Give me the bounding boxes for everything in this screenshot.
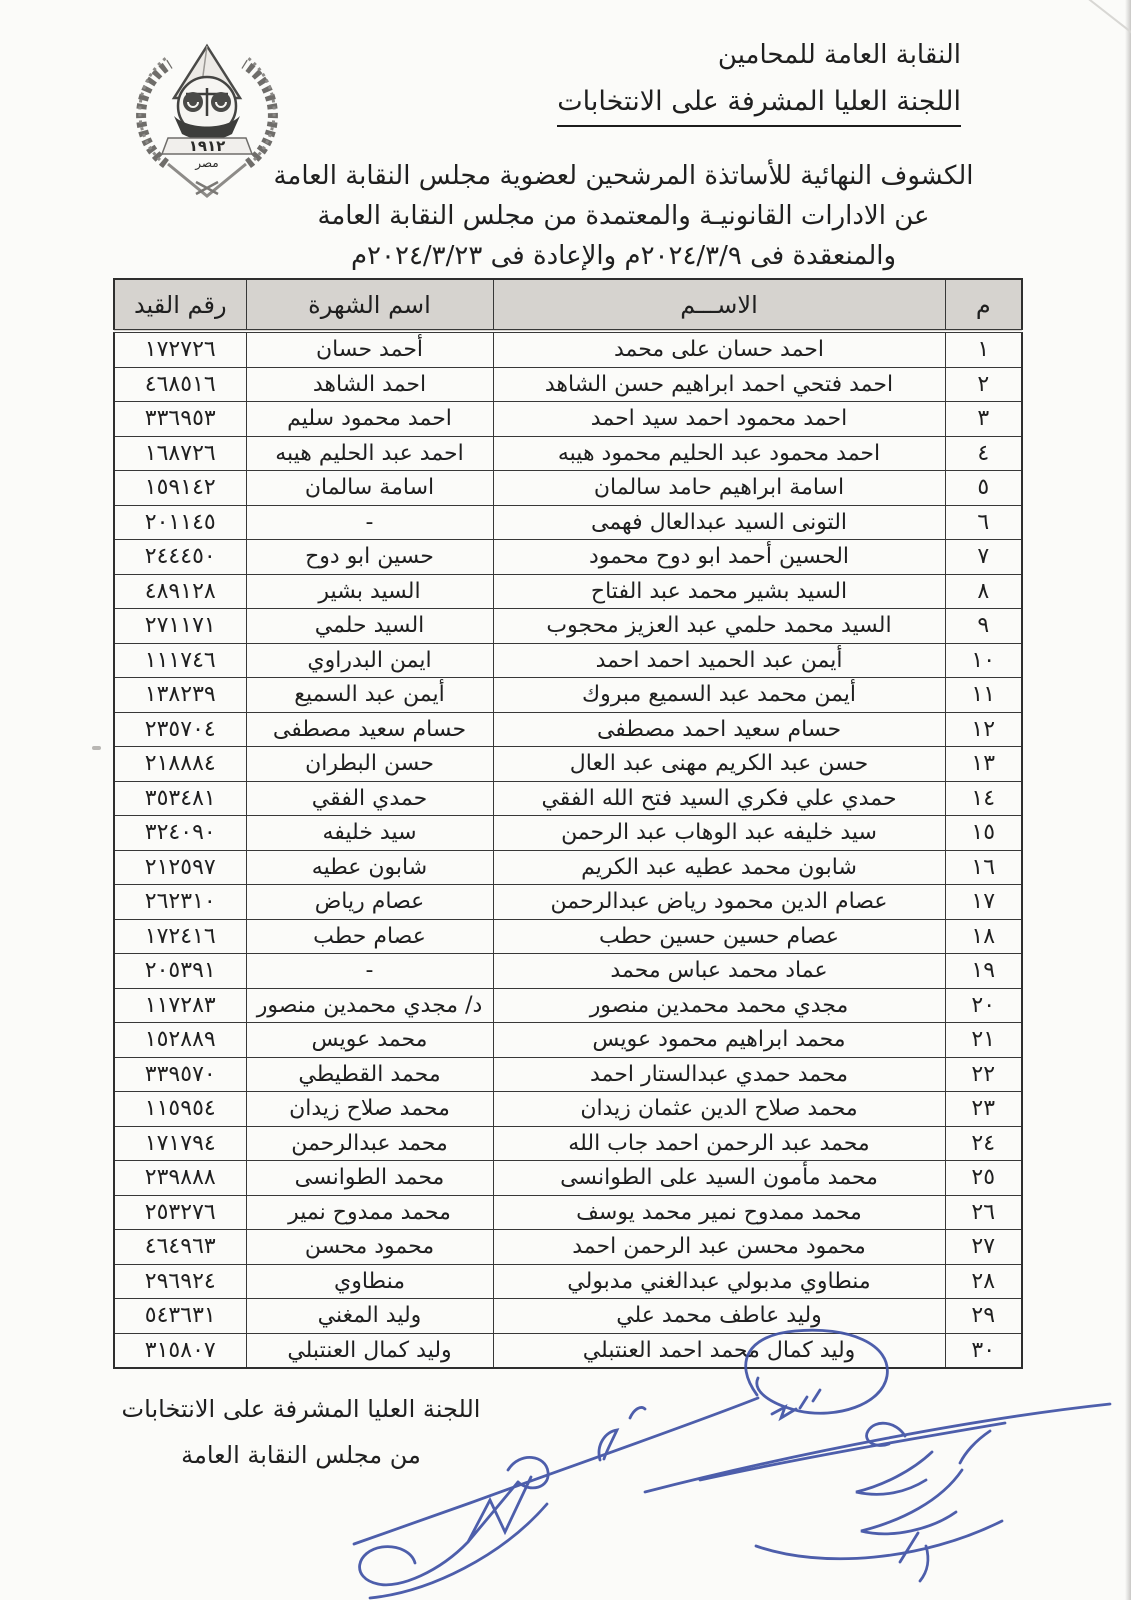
table-row xyxy=(114,1264,1022,1299)
row-name: عماد محمد عباس محمد xyxy=(493,954,945,989)
table-row xyxy=(114,1230,1022,1265)
row-name: وليد عاطف محمد علي xyxy=(493,1299,945,1334)
row-name: شابون محمد عطيه عبد الكريم xyxy=(493,850,945,885)
row-reg-no: ٢٧١١٧١ xyxy=(114,609,246,644)
row-reg-no: ٣٣٦٩٥٣ xyxy=(114,402,246,437)
row-name: احمد محمود احمد سيد احمد xyxy=(493,402,945,437)
row-reg-no: ٢٠٥٣٩١ xyxy=(114,954,246,989)
row-name: احمد حسان على محمد xyxy=(493,331,945,367)
row-known-as: وليد كمال العنتبلي xyxy=(246,1333,493,1368)
table-row xyxy=(114,747,1022,782)
row-name: محمد عبد الرحمن احمد جاب الله xyxy=(493,1126,945,1161)
scan-speck xyxy=(92,746,101,750)
row-reg-no: ٢٣٥٧٠٤ xyxy=(114,712,246,747)
row-name: حسام سعيد احمد مصطفى xyxy=(493,712,945,747)
row-serial: ٢٤ xyxy=(945,1126,1022,1161)
row-known-as: - xyxy=(246,505,493,540)
header-known-as: اسم الشهرة xyxy=(246,279,493,331)
table-row xyxy=(114,1023,1022,1058)
table-row xyxy=(114,1299,1022,1334)
row-name: حسن عبد الكريم مهنى عبد العال xyxy=(493,747,945,782)
row-known-as: احمد عبد الحليم هيبه xyxy=(246,436,493,471)
row-reg-no: ١٧٢٧٢٦ xyxy=(114,331,246,367)
committee-name: اللجنة العليا المشرفة على الانتخابات xyxy=(557,86,961,127)
row-known-as: عصام حطب xyxy=(246,919,493,954)
org-name: النقابة العامة للمحامين xyxy=(717,40,961,70)
row-known-as: - xyxy=(246,954,493,989)
row-reg-no: ١١٥٩٥٤ xyxy=(114,1092,246,1127)
row-known-as: محمد ممدوح نمير xyxy=(246,1195,493,1230)
row-reg-no: ٢٠١١٤٥ xyxy=(114,505,246,540)
row-known-as: وليد المغني xyxy=(246,1299,493,1334)
row-known-as: السيد حلمي xyxy=(246,609,493,644)
row-serial: ٦ xyxy=(945,505,1022,540)
row-name: محمد ممدوح نمير محمد يوسف xyxy=(493,1195,945,1230)
row-serial: ١١ xyxy=(945,678,1022,713)
row-name: محمد صلاح الدين عثمان زيدان xyxy=(493,1092,945,1127)
row-known-as: منطاوي xyxy=(246,1264,493,1299)
row-serial: ١٧ xyxy=(945,885,1022,920)
row-known-as: اسامة سالمان xyxy=(246,471,493,506)
row-serial: ١٠ xyxy=(945,643,1022,678)
header-reg-no: رقم القيد xyxy=(114,279,246,331)
row-serial: ١٨ xyxy=(945,919,1022,954)
row-serial: ٣٠ xyxy=(945,1333,1022,1368)
row-name: مجدي محمد محمدين منصور xyxy=(493,988,945,1023)
row-serial: ١٦ xyxy=(945,850,1022,885)
row-known-as: د/ مجدي محمدين منصور xyxy=(246,988,493,1023)
row-name: محمد حمدي عبدالستار احمد xyxy=(493,1057,945,1092)
row-reg-no: ١٥٢٨٨٩ xyxy=(114,1023,246,1058)
table-row xyxy=(114,850,1022,885)
row-name: السيد محمد حلمي عبد العزيز محجوب xyxy=(493,609,945,644)
row-serial: ١٤ xyxy=(945,781,1022,816)
table-row xyxy=(114,643,1022,678)
row-name: سيد خليفه عبد الوهاب عبد الرحمن xyxy=(493,816,945,851)
row-reg-no: ١١٧٢٨٣ xyxy=(114,988,246,1023)
candidates-tbody xyxy=(114,331,1022,1368)
row-reg-no: ١١١٧٤٦ xyxy=(114,643,246,678)
table-row xyxy=(114,1195,1022,1230)
document-title xyxy=(228,156,1019,276)
row-known-as: محمود محسن xyxy=(246,1230,493,1265)
row-name: احمد فتحي احمد ابراهيم حسن الشاهد xyxy=(493,367,945,402)
row-reg-no: ١٧٢٤١٦ xyxy=(114,919,246,954)
row-known-as: شابون عطيه xyxy=(246,850,493,885)
row-serial: ٨ xyxy=(945,574,1022,609)
table-row xyxy=(114,436,1022,471)
table-row xyxy=(114,609,1022,644)
row-name: عصام حسين حسين حطب xyxy=(493,919,945,954)
row-serial: ٤ xyxy=(945,436,1022,471)
table-row xyxy=(114,1092,1022,1127)
row-reg-no: ٢٤٤٤٥٠ xyxy=(114,540,246,575)
row-name: وليد كمال محمد احمد العنتبلي xyxy=(493,1333,945,1368)
row-known-as: محمد صلاح زيدان xyxy=(246,1092,493,1127)
row-serial: ٢٧ xyxy=(945,1230,1022,1265)
row-reg-no: ١٥٩١٤٢ xyxy=(114,471,246,506)
svg-text:١٩١٢: ١٩١٢ xyxy=(188,137,226,155)
row-reg-no: ٢٩٦٩٢٤ xyxy=(114,1264,246,1299)
row-serial: ٣ xyxy=(945,402,1022,437)
row-serial: ١٥ xyxy=(945,816,1022,851)
row-serial: ١٢ xyxy=(945,712,1022,747)
row-name: اسامة ابراهيم حامد سالمان xyxy=(493,471,945,506)
row-reg-no: ٢١٨٨٨٤ xyxy=(114,747,246,782)
table-row xyxy=(114,331,1022,367)
table-row xyxy=(114,781,1022,816)
row-serial: ٢٢ xyxy=(945,1057,1022,1092)
title-line-3: والمنعقدة فى ٢٠٢٤/٣/٩م والإعادة فى ٢٠٢٤/٣/٢٣م xyxy=(350,241,897,271)
row-name: أيمن محمد عبد السميع مبروك xyxy=(493,678,945,713)
row-reg-no: ٤٦٨٥١٦ xyxy=(114,367,246,402)
row-name: حمدي علي فكري السيد فتح الله الفقي xyxy=(493,781,945,816)
row-serial: ٢٩ xyxy=(945,1299,1022,1334)
footer-line-1: اللجنة العليا المشرفة على الانتخابات xyxy=(121,1395,481,1423)
table-row xyxy=(114,402,1022,437)
row-reg-no: ٤٨٩١٢٨ xyxy=(114,574,246,609)
row-known-as: محمد الطوانسى xyxy=(246,1161,493,1196)
title-line-2: عن الادارات القانونيـة والمعتمدة من مجلس النقابة العامة xyxy=(317,201,930,231)
row-reg-no: ٢٦٢٣١٠ xyxy=(114,885,246,920)
row-reg-no: ٢٥٣٢٧٦ xyxy=(114,1195,246,1230)
table-row xyxy=(114,885,1022,920)
row-serial: ٢٨ xyxy=(945,1264,1022,1299)
table-header-row xyxy=(114,279,1022,331)
row-reg-no: ٣٢٤٠٩٠ xyxy=(114,816,246,851)
row-serial: ١ xyxy=(945,331,1022,367)
row-serial: ٩ xyxy=(945,609,1022,644)
table-row xyxy=(114,678,1022,713)
row-name: محمد مأمون السيد على الطوانسى xyxy=(493,1161,945,1196)
footer-committee xyxy=(110,1386,492,1478)
row-known-as: السيد بشير xyxy=(246,574,493,609)
table-row xyxy=(114,471,1022,506)
row-reg-no: ٣٥٣٤٨١ xyxy=(114,781,246,816)
table-row xyxy=(114,540,1022,575)
row-reg-no: ٤٦٤٩٦٣ xyxy=(114,1230,246,1265)
row-reg-no: ١٧١٧٩٤ xyxy=(114,1126,246,1161)
table-row xyxy=(114,954,1022,989)
row-reg-no: ٥٤٣٦٣١ xyxy=(114,1299,246,1334)
row-serial: ٧ xyxy=(945,540,1022,575)
row-known-as: حسين ابو دوح xyxy=(246,540,493,575)
row-name: أيمن عبد الحميد احمد احمد xyxy=(493,643,945,678)
scan-artifact xyxy=(1017,0,1131,43)
row-name: عصام الدين محمود رياض عبدالرحمن xyxy=(493,885,945,920)
row-known-as: احمد الشاهد xyxy=(246,367,493,402)
title-line-1: الكشوف النهائية للأساتذة المرشحين لعضوية مجلس النقابة العامة xyxy=(273,161,974,191)
row-reg-no: ١٣٨٢٣٩ xyxy=(114,678,246,713)
header-serial: م xyxy=(945,279,1022,331)
table-row xyxy=(114,919,1022,954)
table-row xyxy=(114,1161,1022,1196)
row-serial: ١٣ xyxy=(945,747,1022,782)
row-known-as: محمد عبدالرحمن xyxy=(246,1126,493,1161)
table-row xyxy=(114,712,1022,747)
row-known-as: محمد القطيطي xyxy=(246,1057,493,1092)
row-name: محمد ابراهيم محمود عويس xyxy=(493,1023,945,1058)
row-name: التونى السيد عبدالعال فهمى xyxy=(493,505,945,540)
row-known-as: أيمن عبد السميع xyxy=(246,678,493,713)
table-row xyxy=(114,1333,1022,1368)
row-name: الحسين أحمد ابو دوح محمود xyxy=(493,540,945,575)
row-known-as: محمد عويس xyxy=(246,1023,493,1058)
table-row xyxy=(114,988,1022,1023)
table-row xyxy=(114,816,1022,851)
row-serial: ٢٥ xyxy=(945,1161,1022,1196)
row-name: احمد محمود عبد الحليم محمود هيبه xyxy=(493,436,945,471)
row-known-as: حسام سعيد مصطفى xyxy=(246,712,493,747)
table-row xyxy=(114,505,1022,540)
row-known-as: احمد محمود سليم xyxy=(246,402,493,437)
row-reg-no: ١٦٨٧٢٦ xyxy=(114,436,246,471)
row-serial: ٥ xyxy=(945,471,1022,506)
row-known-as: ايمن البدراوي xyxy=(246,643,493,678)
row-known-as: عصام رياض xyxy=(246,885,493,920)
svg-text:مصر: مصر xyxy=(195,156,219,170)
table-row xyxy=(114,367,1022,402)
row-reg-no: ٢١٢٥٩٧ xyxy=(114,850,246,885)
row-reg-no: ٣٣٩٥٧٠ xyxy=(114,1057,246,1092)
row-name: منطاوي مدبولي عبدالغني مدبولي xyxy=(493,1264,945,1299)
row-known-as: حسن البطران xyxy=(246,747,493,782)
row-serial: ٢ xyxy=(945,367,1022,402)
row-serial: ٢١ xyxy=(945,1023,1022,1058)
row-serial: ٢٣ xyxy=(945,1092,1022,1127)
row-known-as: سيد خليفه xyxy=(246,816,493,851)
row-name: السيد بشير محمد عبد الفتاح xyxy=(493,574,945,609)
scan-edge-shadow xyxy=(1125,0,1131,1600)
row-serial: ٢٦ xyxy=(945,1195,1022,1230)
footer-line-2: من مجلس النقابة العامة xyxy=(181,1441,421,1469)
row-known-as: حمدي الفقي xyxy=(246,781,493,816)
row-known-as: أحمد حسان xyxy=(246,331,493,367)
row-reg-no: ٣١٥٨٠٧ xyxy=(114,1333,246,1368)
candidates-table xyxy=(113,278,1023,1369)
table-row xyxy=(114,574,1022,609)
row-serial: ١٩ xyxy=(945,954,1022,989)
table-row xyxy=(114,1057,1022,1092)
header-name: الاســـم xyxy=(493,279,945,331)
row-serial: ٢٠ xyxy=(945,988,1022,1023)
org-header xyxy=(557,40,961,127)
row-name: محمود محسن عبد الرحمن احمد xyxy=(493,1230,945,1265)
table-row xyxy=(114,1126,1022,1161)
row-reg-no: ٢٣٩٨٨٨ xyxy=(114,1161,246,1196)
